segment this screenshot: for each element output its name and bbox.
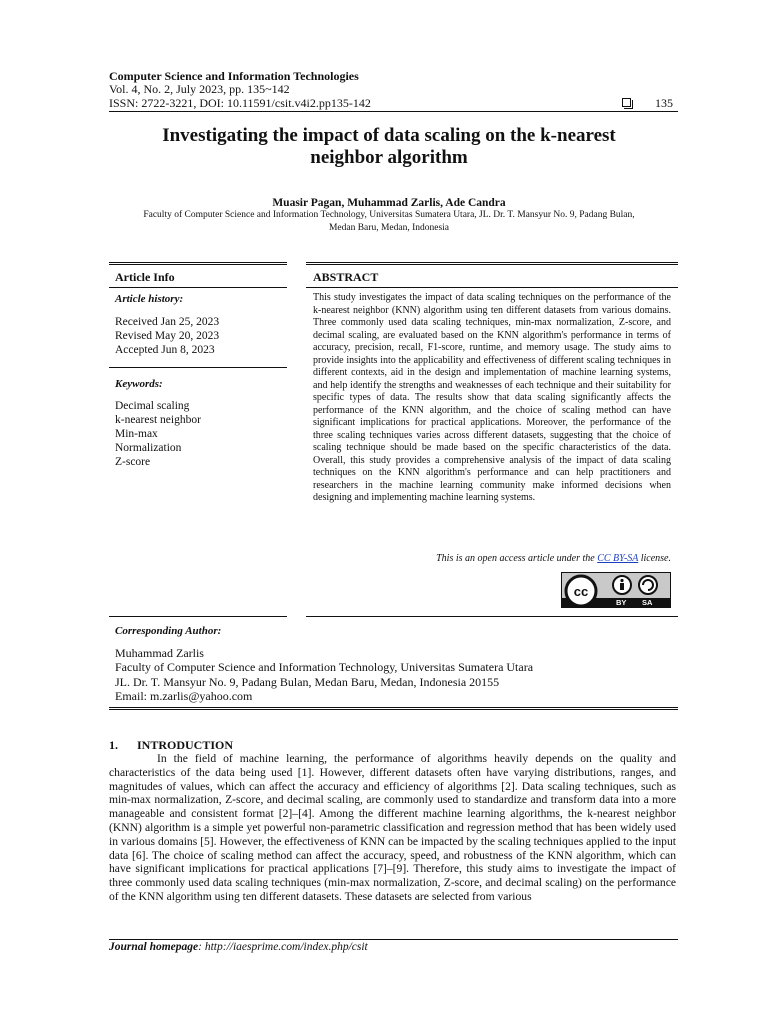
corresponding-bottom-rule [109,707,678,710]
introduction-text: In the field of machine learning, the performance of algorithms heavily depends on the quality and characteristics of the data being used [1]. However, different datasets often have varying distributions, ranges, and magnitudes of values, which can affect the accuracy and efficiency of algorithms [2]. Data scaling techniques, such as min-max normalization, Z-score, and decimal scaling, are commonly used to standardize and transform data into a more manageable and consistent format [2]–[4]. Among the different machine learning algorithms, the k-nearest neighbor (KNN) algorithm is a simple yet powerful non-parametric classification and regression method that has been widely used in various domains [5]. However, the effectiveness of KNN can be impacted by the scaling techniques applied to the input data [6]. The choice of scaling method can affect the accuracy, speed, and robustness of the KNN algorithm, which can have significant implications for practical applications [7]–[9]. Therefore, this study aims to investigate the impact of three commonly used data scaling techniques (min-max normalization, Z-score, and decimal scaling) on the performance of the KNN algorithm using ten different datasets. These datasets are selected from various [109,752,676,903]
article-info-top-rule [109,262,287,265]
abstract-text: This study investigates the impact of data scaling techniques on the performance of the k-nearest neighbor (KNN) algorithm using ten different datasets from various domains. Three commonly used data scaling techniques, min-max normalization, Z-score, and decimal scaling, are evaluated based on the KNN algorithm's performance in terms of accuracy, precision, recall, F1-score, runtime, and memory usage. The study aims to provide insights into the applicability and effectiveness of different scaling techniques in different contexts, aid in the design and implementation of machine learning systems, and help identify the strengths and weaknesses of each technique and their suitability for specific types of data. The results show that data scaling significantly affects the performance of the KNN algorithm, and the choice of scaling method can have significant implications for practical applications. Moreover, the performance of the three scaling techniques varies across different datasets, suggesting that the choice of scaling technique should be made based on the specific characteristics of the data. Overall, this study provides a comprehensive analysis of the impact of data scaling techniques on the KNN algorithm's performance and can help practitioners and researchers in the machine learning community make informed decisions when designing and implementing machine learning systems. [313,292,671,503]
license-link[interactable]: CC BY-SA [597,553,639,564]
article-history-heading: Article history: [115,293,184,305]
article-info-heading: Article Info [115,270,175,284]
keywords-list [115,399,201,469]
authors: Muasir Pagan, Muhammad Zarlis, Ade Candra [272,197,506,209]
received-date: Received Jan 25, 2023 [115,316,220,328]
keyword-item: Min-max [115,428,158,440]
affiliation-line-1: Faculty of Computer Science and Information Technology, Universitas Sumatera Utara, JL. Dr. T. Mansyur No. 9, Padang Bulan, [143,210,635,220]
author-name: Muhammad Zarlis [115,646,204,660]
author-email[interactable]: Email: m.zarlis@yahoo.com [115,689,253,704]
author-address: JL. Dr. T. Mansyur No. 9, Padang Bulan, Medan Baru, Medan, Indonesia 20155 [115,674,500,689]
article-info-bottom-rule [109,616,287,617]
keywords-rule [109,367,287,368]
keyword-item: k-nearest neighbor [115,414,201,426]
badge-sa-label: SA [642,598,653,607]
corresponding-author [115,646,533,704]
journal-homepage[interactable] [109,941,368,953]
introduction-heading [109,738,233,753]
header-rule [109,111,678,112]
open-access-notice [313,553,671,564]
abstract-heading: ABSTRACT [313,270,379,284]
keywords-heading: Keywords: [115,378,163,390]
article-history [115,315,219,357]
title-line-1: Investigating the impact of data scaling on the k-nearest [162,125,616,146]
issn-doi: ISSN: 2722-3221, DOI: 10.11591/csit.v4i2.pp135-142 [109,96,371,110]
article-info-rule [109,287,287,288]
author-faculty: Faculty of Computer Science and Information Technology, Universitas Sumatera Utara [115,660,534,675]
affiliation [109,209,669,234]
cc-by-sa-badge[interactable] [561,572,671,608]
homepage-label: Journal homepage [109,941,199,953]
keyword-item: Decimal scaling [115,400,190,412]
abstract-top-rule [306,262,678,265]
affiliation-line-2: Medan Baru, Medan, Indonesia [328,222,450,233]
paper-title [109,125,669,169]
open-access-suffix: license. [638,553,671,564]
section-number: 1. [109,738,118,752]
open-access-prefix: This is an open access article under the [436,553,598,564]
page-number: 135 [655,96,673,110]
keyword-item: Normalization [115,442,182,454]
corresponding-heading: Corresponding Author: [115,625,222,637]
section-title: INTRODUCTION [137,738,234,752]
revised-date: Revised May 20, 2023 [115,330,220,342]
keyword-item: Z-score [115,456,151,468]
volume-info: Vol. 4, No. 2, July 2023, pp. 135~142 [109,82,290,96]
journal-name: Computer Science and Information Technologies [109,69,359,83]
title-line-2: neighbor algorithm [310,147,468,168]
abstract-rule [306,287,678,288]
footer-rule [109,939,678,940]
page-box-icon [622,98,631,107]
homepage-url[interactable]: : http://iaesprime.com/index.php/csit [198,941,368,953]
badge-by-label: BY [616,598,627,607]
accepted-date: Accepted Jun 8, 2023 [115,344,215,356]
svg-text:cc: cc [573,584,589,599]
abstract-bottom-rule [306,616,678,617]
